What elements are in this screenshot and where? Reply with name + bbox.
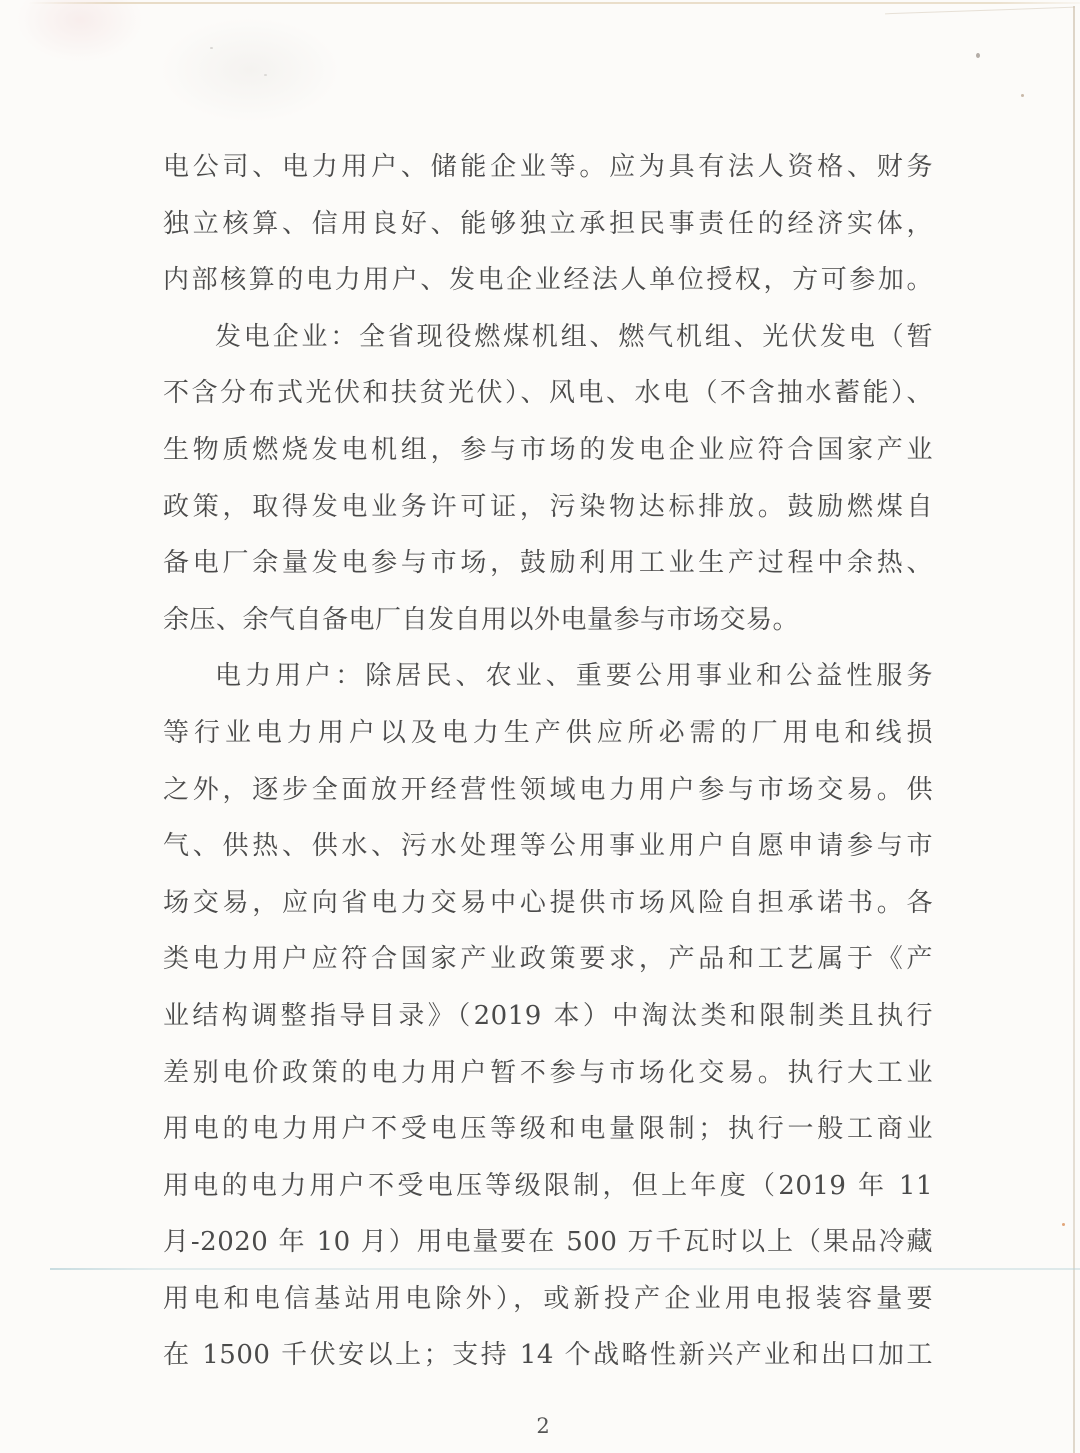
document-body	[163, 139, 933, 1384]
document-line: 内部核算的电力用户、发电企业经法人单位授权，方可参加。	[163, 265, 933, 296]
document-line: 差别电价政策的电力用户暂不参与市场化交易。执行大工业	[163, 1057, 933, 1088]
scan-speck	[976, 53, 980, 58]
paper-edge-top	[28, 2, 1080, 4]
document-line: 独立核算、信用良好、能够独立承担民事责任的经济实体，	[163, 208, 933, 239]
document-line: 用电的电力用户不受电压等级和电量限制；执行一般工商业	[163, 1114, 933, 1145]
document-line: 不含分布式光伏和扶贫光伏）、风电、水电（不含抽水蓄能）、	[163, 378, 933, 409]
document-line: 政策，取得发电业务许可证，污染物达标排放。鼓励燃煤自	[163, 491, 933, 522]
document-line: 发电企业：全省现役燃煤机组、燃气机组、光伏发电（暂	[215, 321, 933, 352]
document-line: 类电力用户应符合国家产业政策要求，产品和工艺属于《产	[163, 944, 933, 975]
document-line: 用电的电力用户不受电压等级限制，但上年度（2019 年 11	[163, 1170, 933, 1201]
document-line: 场交易，应向省电力交易中心提供市场风险自担承诺书。各	[163, 887, 933, 918]
document-line: 等行业电力用户以及电力生产供应所必需的厂用电和线损	[163, 717, 933, 748]
document-line: 电力用户：除居民、农业、重要公用事业和公益性服务	[215, 661, 933, 692]
document-line: 之外，逐步全面放开经营性领域电力用户参与市场交易。供	[163, 774, 933, 805]
document-line: 气、供热、供水、污水处理等公用事业用户自愿申请参与市	[163, 831, 933, 862]
document-line: 电公司、电力用户、储能企业等。应为具有法人资格、财务	[163, 152, 933, 182]
paper-edge-top-right	[885, 7, 1075, 15]
scan-speck	[210, 47, 213, 49]
page-number: 2	[536, 1414, 550, 1438]
document-line: 在 1500 千伏安以上；支持 14 个战略性新兴产业和出口加工	[163, 1340, 933, 1371]
paper-edge-right	[1073, 6, 1075, 1453]
document-line: 生物质燃烧发电机组，参与市场的发电企业应符合国家产业	[163, 434, 933, 465]
scan-speck	[1062, 1223, 1065, 1226]
document-line: 业结构调整指导目录》（2019 本）中淘汰类和限制类且执行	[163, 1000, 933, 1031]
document-line: 备电厂余量发电参与市场，鼓励利用工业生产过程中余热、	[163, 548, 933, 579]
document-line: 用电和电信基站用电除外），或新投产企业用电报装容量要	[163, 1283, 933, 1314]
document-line: 余压、余气自备电厂自发自用以外电量参与市场交易。	[163, 604, 800, 635]
document-line: 月-2020 年 10 月）用电量要在 500 万千瓦时以上（果品冷藏	[163, 1227, 933, 1258]
scan-speck	[264, 74, 267, 76]
scan-speck	[1021, 94, 1024, 97]
